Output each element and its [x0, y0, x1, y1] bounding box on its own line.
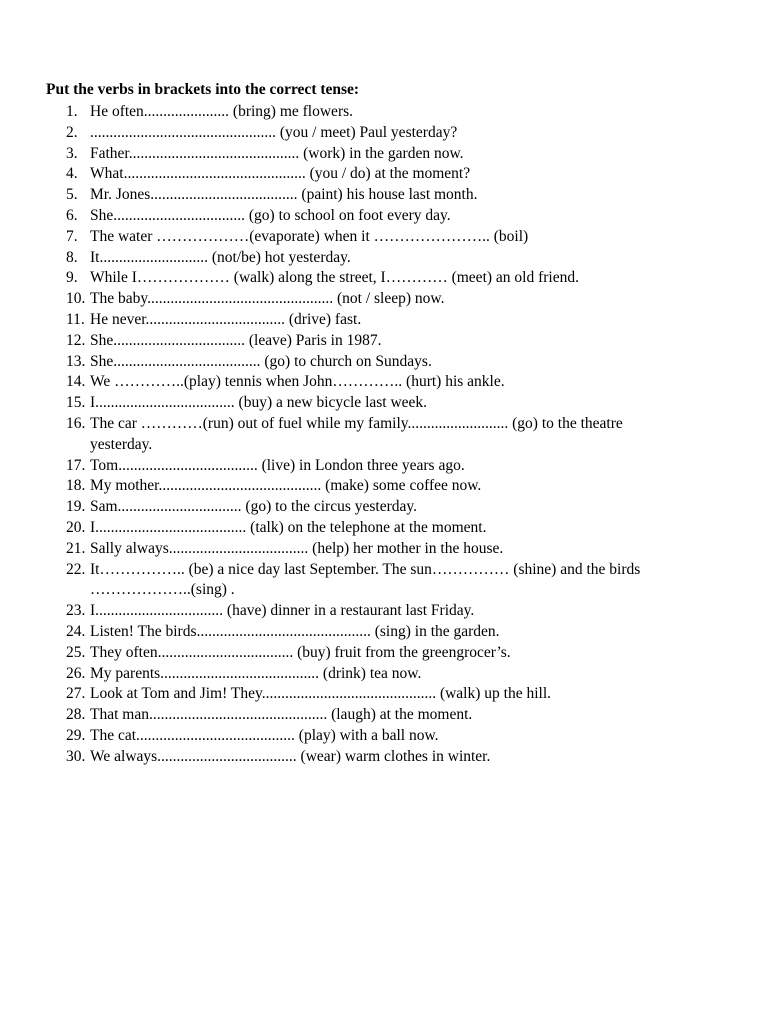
- exercise-item: [0, 664, 730, 685]
- exercise-number: 24.: [66, 622, 86, 640]
- exercise-item: [0, 560, 730, 602]
- exercise-number: 22.: [66, 560, 86, 578]
- exercise-sentence: It…………….. (be) a nice day last September. The sun…………… (shine) and the birds: [90, 560, 641, 578]
- exercise-sentence: The cat......................................... (play) with a ball now.: [90, 726, 439, 744]
- exercise-number: 17.: [66, 456, 86, 474]
- exercise-item: [0, 684, 730, 705]
- exercise-number: 26.: [66, 664, 86, 682]
- exercise-item: [0, 248, 730, 269]
- exercise-sentence: Father............................................ (work) in the garden now.: [90, 144, 464, 162]
- exercise-item: [0, 310, 730, 331]
- exercise-number: 27.: [66, 685, 86, 703]
- exercise-sentence: I.................................... (buy) a new bicycle last week.: [90, 394, 428, 412]
- exercise-sentence: Mr. Jones...................................... (paint) his house last month.: [90, 186, 478, 204]
- exercise-sentence: That man.............................................. (laugh) at the moment.: [90, 706, 473, 724]
- exercise-item: [0, 123, 730, 144]
- exercise-number: 16.: [66, 414, 86, 432]
- exercise-number: 30.: [66, 747, 86, 765]
- exercise-item: [0, 185, 730, 206]
- exercise-item: [0, 601, 730, 622]
- exercise-number: 1.: [66, 103, 78, 120]
- exercise-item: [0, 414, 730, 456]
- exercise-number: 6.: [66, 206, 78, 224]
- exercise-item: [0, 268, 730, 289]
- exercise-item: [0, 497, 730, 518]
- exercise-number: 13.: [66, 352, 86, 370]
- exercise-number: 15.: [66, 394, 86, 412]
- exercise-sentence: They often................................... (buy) fruit from the greengrocer’s.: [90, 643, 511, 661]
- exercise-item: [0, 206, 730, 227]
- exercise-sentence: He often...................... (bring) me flowers.: [90, 103, 354, 120]
- exercise-item: [0, 705, 730, 726]
- exercise-sentence: Sally always.................................... (help) her mother in the house.: [90, 539, 504, 557]
- exercise-item: [0, 456, 730, 477]
- exercise-item: [0, 518, 730, 539]
- exercise-item: [0, 331, 730, 352]
- exercise-item: [0, 102, 730, 123]
- exercise-item: [0, 539, 730, 560]
- exercise-sentence: The water ………………(evaporate) when it ………………….. (boil): [90, 227, 529, 245]
- exercise-item: [0, 164, 730, 185]
- exercise-sentence: While I……………… (walk) along the street, I………… (meet) an old friend.: [90, 269, 579, 287]
- exercise-sentence: Sam................................ (go) to the circus yesterday.: [90, 498, 418, 516]
- exercise-sentence: It............................ (not/be) hot yesterday.: [90, 248, 351, 266]
- exercise-sentence: The car …………(run) out of fuel while my family.......................... (go) to the theatre: [90, 414, 623, 432]
- exercise-item: [0, 144, 730, 165]
- exercise-item: [0, 372, 730, 393]
- exercise-number: 9.: [66, 269, 78, 287]
- exercise-number: 19.: [66, 498, 86, 516]
- exercise-sentence-continuation: yesterday.: [90, 435, 153, 453]
- exercise-sentence: Look at Tom and Jim! They............................................. (walk) up the hill.: [90, 685, 551, 703]
- exercise-sentence: What............................................... (you / do) at the moment?: [90, 165, 471, 183]
- exercise-sentence: She...................................... (go) to church on Sundays.: [90, 352, 432, 370]
- exercise-sentence-continuation: ………………..(sing) .: [90, 581, 235, 599]
- exercise-number: 2.: [66, 123, 78, 141]
- exercise-number: 14.: [66, 373, 86, 391]
- exercise-item: [0, 726, 730, 747]
- exercise-sentence: She.................................. (leave) Paris in 1987.: [90, 331, 382, 349]
- exercise-item: [0, 352, 730, 373]
- exercise-item: [0, 476, 730, 497]
- worksheet-heading: Put the verbs in brackets into the correct tense:: [46, 81, 360, 98]
- exercise-number: 20.: [66, 518, 86, 536]
- exercise-number: 4.: [66, 165, 78, 183]
- exercise-item: [0, 643, 730, 664]
- exercise-sentence: I....................................... (talk) on the telephone at the moment.: [90, 518, 487, 536]
- exercise-number: 29.: [66, 726, 86, 744]
- exercise-sentence: The baby................................................ (not / sleep) now.: [90, 290, 445, 308]
- exercise-number: 21.: [66, 539, 86, 557]
- exercise-number: 8.: [66, 248, 78, 266]
- exercise-item: [0, 747, 730, 768]
- exercise-number: 25.: [66, 643, 86, 661]
- exercise-sentence: I................................. (have) dinner in a restaurant last Friday.: [90, 602, 475, 620]
- exercise-list: [0, 102, 768, 768]
- exercise-sentence: My mother.......................................... (make) some coffee now.: [90, 477, 482, 495]
- exercise-sentence: We …………..(play) tennis when John………….. (hurt) his ankle.: [90, 373, 505, 391]
- exercise-sentence: He never.................................... (drive) fast.: [90, 310, 362, 328]
- exercise-number: 28.: [66, 706, 86, 724]
- exercise-number: 10.: [66, 290, 86, 308]
- exercise-sentence: We always.................................... (wear) warm clothes in winter.: [90, 747, 491, 765]
- exercise-item: [0, 393, 730, 414]
- exercise-number: 3.: [66, 144, 78, 162]
- exercise-sentence: Listen! The birds............................................. (sing) in the garden.: [90, 622, 500, 640]
- exercise-sentence: ................................................ (you / meet) Paul yesterday?: [90, 123, 458, 141]
- exercise-item: [0, 227, 730, 248]
- exercise-item: [0, 622, 730, 643]
- exercise-sentence: Tom.................................... (live) in London three years ago.: [90, 456, 465, 474]
- exercise-number: 11.: [66, 310, 85, 328]
- exercise-number: 18.: [66, 477, 86, 495]
- exercise-sentence: She.................................. (go) to school on foot every day.: [90, 206, 451, 224]
- exercise-number: 5.: [66, 186, 78, 204]
- exercise-number: 7.: [66, 227, 78, 245]
- exercise-sentence: My parents......................................... (drink) tea now.: [90, 664, 422, 682]
- exercise-number: 12.: [66, 331, 86, 349]
- exercise-number: 23.: [66, 602, 86, 620]
- exercise-item: [0, 289, 730, 310]
